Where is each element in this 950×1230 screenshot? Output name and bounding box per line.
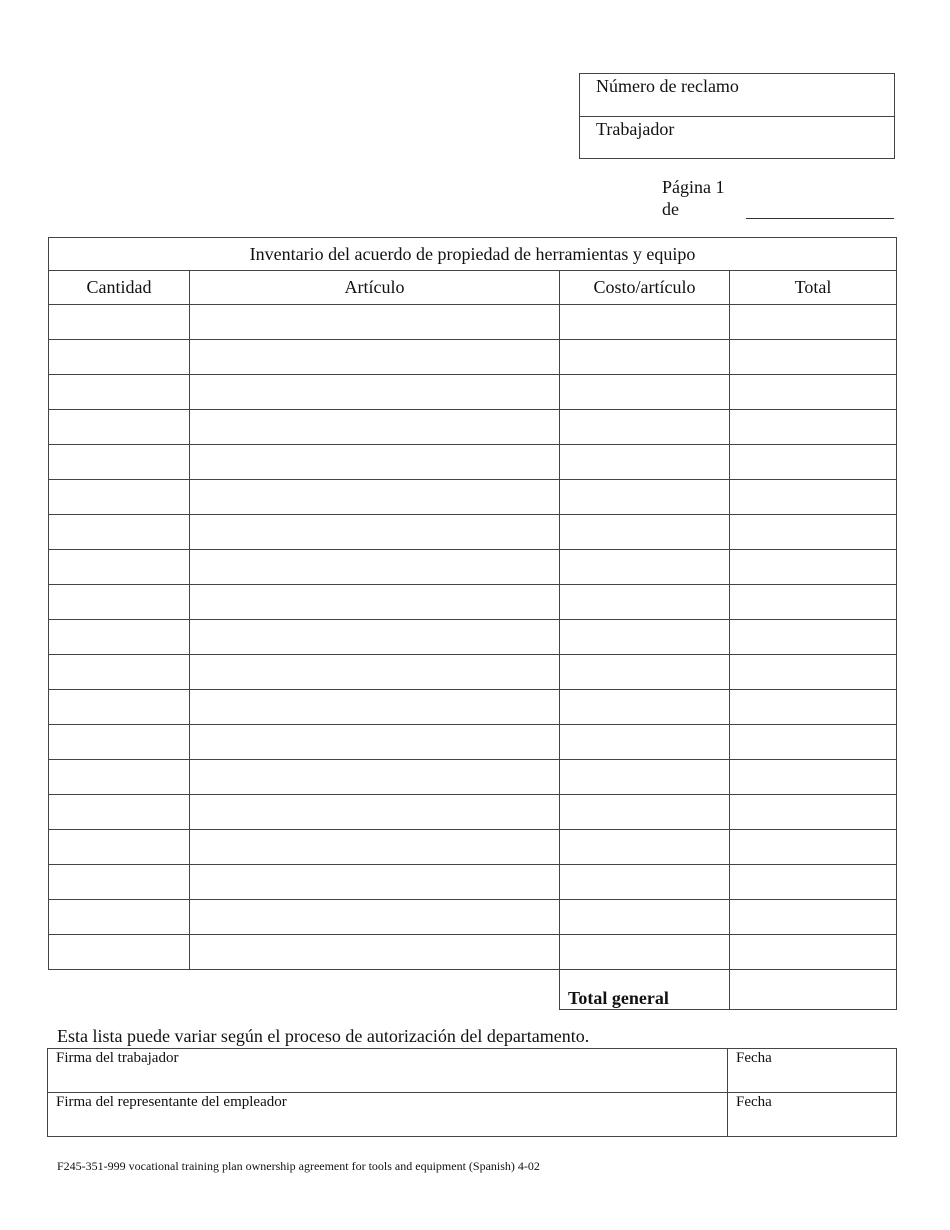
table-row (49, 340, 897, 375)
total-cell[interactable] (730, 900, 897, 935)
item-cell[interactable] (190, 445, 560, 480)
item-cell[interactable] (190, 585, 560, 620)
table-row (49, 585, 897, 620)
inventory-title: Inventario del acuerdo de propiedad de herramientas y equipo (49, 238, 897, 271)
employer-signature-label: Firma del representante del empleador (56, 1094, 287, 1110)
item-cell[interactable] (190, 900, 560, 935)
grand-total-field[interactable] (730, 970, 897, 1010)
total-cell[interactable] (730, 865, 897, 900)
of-label: de (662, 199, 679, 219)
cost-per-item-cell[interactable] (560, 410, 730, 445)
total-cell[interactable] (730, 445, 897, 480)
table-row (49, 515, 897, 550)
quantity-cell[interactable] (49, 620, 190, 655)
page-number (662, 176, 725, 220)
table-row (49, 725, 897, 760)
quantity-cell[interactable] (49, 410, 190, 445)
quantity-cell[interactable] (49, 515, 190, 550)
cost-per-item-cell[interactable] (560, 550, 730, 585)
column-header-cost-per-item: Costo/artículo (560, 271, 730, 305)
quantity-cell[interactable] (49, 690, 190, 725)
quantity-cell[interactable] (49, 865, 190, 900)
quantity-cell[interactable] (49, 305, 190, 340)
item-cell[interactable] (190, 550, 560, 585)
date-label: Fecha (736, 1094, 772, 1110)
quantity-cell[interactable] (49, 830, 190, 865)
quantity-cell[interactable] (49, 900, 190, 935)
item-cell[interactable] (190, 830, 560, 865)
total-cell[interactable] (730, 760, 897, 795)
item-cell[interactable] (190, 795, 560, 830)
cost-per-item-cell[interactable] (560, 620, 730, 655)
total-cell[interactable] (730, 725, 897, 760)
table-row (49, 410, 897, 445)
quantity-cell[interactable] (49, 585, 190, 620)
table-row (49, 305, 897, 340)
claim-number-label: Número de reclamo (596, 76, 739, 96)
worker-date-field[interactable] (728, 1049, 897, 1093)
table-row (49, 480, 897, 515)
table-row (49, 620, 897, 655)
total-pages-field[interactable] (746, 218, 894, 219)
cost-per-item-cell[interactable] (560, 655, 730, 690)
total-cell[interactable] (730, 515, 897, 550)
cost-per-item-cell[interactable] (560, 445, 730, 480)
quantity-cell[interactable] (49, 795, 190, 830)
claim-info-box (579, 73, 895, 159)
worker-label: Trabajador (596, 119, 675, 139)
cost-per-item-cell[interactable] (560, 340, 730, 375)
total-cell[interactable] (730, 480, 897, 515)
item-cell[interactable] (190, 305, 560, 340)
item-cell[interactable] (190, 655, 560, 690)
cost-per-item-cell[interactable] (560, 830, 730, 865)
date-label: Fecha (736, 1050, 772, 1066)
item-cell[interactable] (190, 340, 560, 375)
table-row (49, 830, 897, 865)
table-row (49, 690, 897, 725)
total-cell[interactable] (730, 655, 897, 690)
authorization-note: Esta lista puede variar según el proceso de autorización del departamento. (57, 1026, 590, 1046)
total-cell[interactable] (730, 935, 897, 970)
claim-number-field[interactable] (580, 74, 894, 116)
cost-per-item-cell[interactable] (560, 900, 730, 935)
total-cell[interactable] (730, 830, 897, 865)
item-cell[interactable] (190, 375, 560, 410)
blank-area (49, 970, 560, 1010)
column-header-total: Total (730, 271, 897, 305)
item-cell[interactable] (190, 725, 560, 760)
form-footer: F245-351-999 vocational training plan ownership agreement for tools and equipment (Spanish) 4-02 (57, 1159, 540, 1173)
item-cell[interactable] (190, 515, 560, 550)
worker-field[interactable] (580, 116, 894, 158)
total-cell[interactable] (730, 585, 897, 620)
table-row (49, 760, 897, 795)
quantity-cell[interactable] (49, 655, 190, 690)
cost-per-item-cell[interactable] (560, 375, 730, 410)
item-cell[interactable] (190, 865, 560, 900)
quantity-cell[interactable] (49, 445, 190, 480)
cost-per-item-cell[interactable] (560, 795, 730, 830)
quantity-cell[interactable] (49, 480, 190, 515)
quantity-cell[interactable] (49, 725, 190, 760)
signature-table (47, 1048, 897, 1137)
cost-per-item-cell[interactable] (560, 935, 730, 970)
table-row (49, 865, 897, 900)
item-cell[interactable] (190, 620, 560, 655)
cost-per-item-cell[interactable] (560, 760, 730, 795)
grand-total-label: Total general (560, 970, 730, 1010)
item-cell[interactable] (190, 935, 560, 970)
total-cell[interactable] (730, 340, 897, 375)
item-cell[interactable] (190, 410, 560, 445)
quantity-cell[interactable] (49, 340, 190, 375)
table-row (49, 900, 897, 935)
total-cell[interactable] (730, 550, 897, 585)
cost-per-item-cell[interactable] (560, 305, 730, 340)
table-row (49, 655, 897, 690)
table-row (49, 375, 897, 410)
cost-per-item-cell[interactable] (560, 480, 730, 515)
total-cell[interactable] (730, 795, 897, 830)
item-cell[interactable] (190, 480, 560, 515)
table-row (49, 445, 897, 480)
worker-signature-field[interactable] (48, 1049, 728, 1093)
table-row (49, 550, 897, 585)
worker-signature-label: Firma del trabajador (56, 1050, 179, 1066)
table-row (49, 935, 897, 970)
page-label: Página 1 (662, 177, 725, 197)
cost-per-item-cell[interactable] (560, 690, 730, 725)
quantity-cell[interactable] (49, 550, 190, 585)
cost-per-item-cell[interactable] (560, 585, 730, 620)
total-cell[interactable] (730, 410, 897, 445)
cost-per-item-cell[interactable] (560, 725, 730, 760)
total-cell[interactable] (730, 305, 897, 340)
cost-per-item-cell[interactable] (560, 865, 730, 900)
column-header-item: Artículo (190, 271, 560, 305)
grand-total-row (49, 970, 897, 1010)
quantity-cell[interactable] (49, 760, 190, 795)
item-cell[interactable] (190, 690, 560, 725)
quantity-cell[interactable] (49, 935, 190, 970)
cost-per-item-cell[interactable] (560, 515, 730, 550)
quantity-cell[interactable] (49, 375, 190, 410)
employer-signature-field[interactable] (48, 1093, 728, 1137)
item-cell[interactable] (190, 760, 560, 795)
total-cell[interactable] (730, 620, 897, 655)
column-header-quantity: Cantidad (49, 271, 190, 305)
employer-date-field[interactable] (728, 1093, 897, 1137)
inventory-table (48, 237, 897, 1010)
total-cell[interactable] (730, 375, 897, 410)
total-cell[interactable] (730, 690, 897, 725)
table-row (49, 795, 897, 830)
